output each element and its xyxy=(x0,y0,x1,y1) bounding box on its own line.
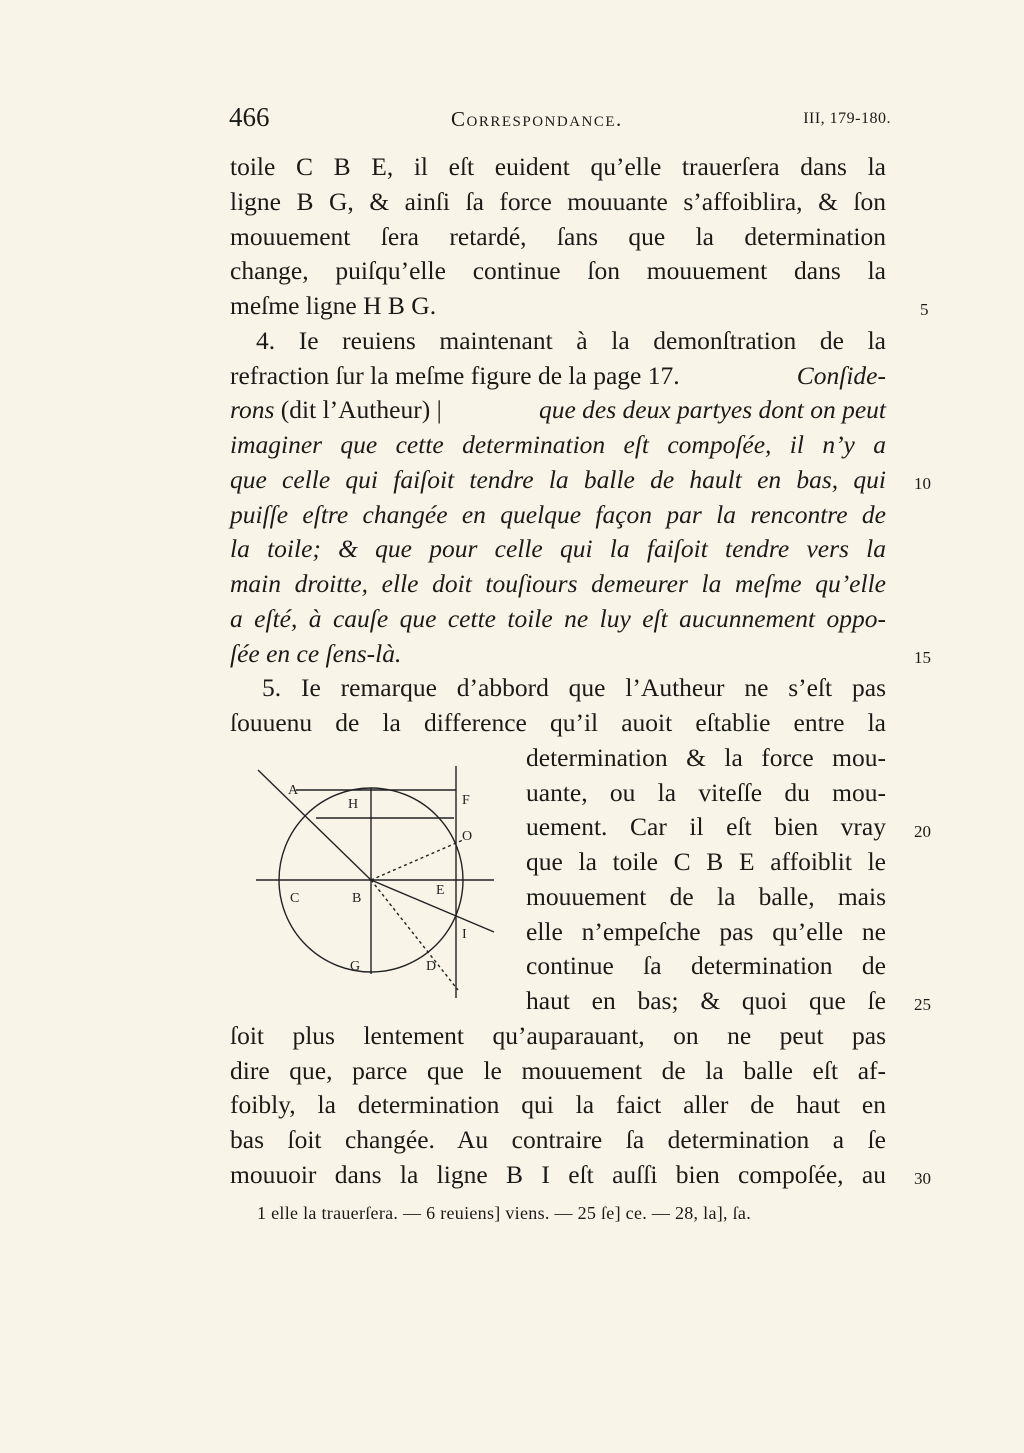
label-d: D xyxy=(426,959,437,974)
italic-span: rons xyxy=(230,395,275,424)
margin-line-number: 15 xyxy=(914,648,931,667)
text-line: ſée en ce ſens-là. xyxy=(230,639,402,668)
text-line: 5. Ie remarque d’abbord que l’Autheur ne s’eſt pas xyxy=(262,673,886,702)
text-line: meſme ligne H B G. xyxy=(230,291,437,320)
text-line: ſoit plus lentement qu’auparauant, on ne peut pas xyxy=(230,1021,886,1050)
label-o: O xyxy=(462,829,473,844)
text-line: que celle qui faiſoit tendre la balle de hault en bas, qui xyxy=(230,465,886,494)
label-a: A xyxy=(288,783,299,798)
margin-line-number: 20 xyxy=(914,822,931,841)
text-line: ſouuenu de la difference qu’il auoit eſtablie entre la xyxy=(230,708,886,737)
running-title: Correspondance. xyxy=(451,107,623,131)
refraction-diagram xyxy=(248,752,504,1010)
line-ab xyxy=(258,770,371,880)
line-bo-dotted xyxy=(371,840,463,880)
italic-span: que des deux partyes dont on peut xyxy=(538,395,886,424)
text-line: 4. Ie reuiens maintenant à la demonſtration de la xyxy=(256,326,886,355)
label-b: B xyxy=(352,891,362,906)
text-span: refraction ſur la meſme figure de la page 17. xyxy=(230,361,680,390)
text-line: main droitte, elle doit touſiours demeurer la meſme qu’elle xyxy=(230,569,886,598)
text-line: la toile; & que pour celle qui la faiſoit tendre vers la xyxy=(230,534,886,563)
text-line: haut en bas; & quoi que ſe xyxy=(526,986,886,1015)
text-line: change, puiſqu’elle continue ſon mouuement dans la xyxy=(230,256,886,285)
label-g: G xyxy=(350,959,361,974)
text-line: determination & la force mou- xyxy=(526,743,886,772)
italic-span: Conſide- xyxy=(796,361,886,390)
text-line: mouuement ſera retardé, ſans que la determination xyxy=(230,222,886,251)
text-line: uement. Car il eſt bien vray xyxy=(526,812,886,841)
text-line: bas ſoit changée. Au contraire ſa determination a ſe xyxy=(230,1125,886,1154)
label-h: H xyxy=(348,797,359,812)
text-line: puiſſe eſtre changée en quelque façon par la rencontre de xyxy=(230,500,886,529)
volume-reference: III, 179-180. xyxy=(803,110,891,127)
text-line: continue ſa determination de xyxy=(526,951,886,980)
margin-line-number: 10 xyxy=(914,474,931,493)
text-line: toile C B E, il eſt euident qu’elle trauerſera dans la xyxy=(230,152,886,181)
text-line: mouuement de la balle, mais xyxy=(526,882,886,911)
text-line: uante, ou la viteſſe du mou- xyxy=(526,778,886,807)
text-line: imaginer que cette determination eſt compoſée, il n’y a xyxy=(230,430,886,459)
margin-line-number: 5 xyxy=(920,300,929,319)
text-line: foibly, la determination qui la faict aller de haut en xyxy=(230,1090,886,1119)
label-c: C xyxy=(290,891,300,906)
label-f: F xyxy=(462,793,470,808)
text-line: dire que, parce que le mouuement de la balle eſt af- xyxy=(230,1056,886,1085)
text-line xyxy=(230,393,886,427)
text-line: a eſté, à cauſe que cette toile ne luy eſt aucunnement oppo- xyxy=(230,604,886,633)
text-span: (dit l’Autheur) | xyxy=(280,395,442,424)
label-e: E xyxy=(436,883,445,898)
label-i: I xyxy=(462,927,467,942)
running-header xyxy=(229,102,891,138)
text-line: mouuoir dans la ligne B I eſt auſſi bien compoſée, au xyxy=(230,1160,886,1189)
line-bi xyxy=(371,880,494,932)
text-line: ligne B G, & ainſi ſa force mouuante s’affoiblira, & ſon xyxy=(230,187,886,216)
margin-line-number: 30 xyxy=(914,1169,931,1188)
text-line: que la toile C B E affoiblit le xyxy=(526,847,886,876)
footnote: 1 elle la trauerſera. — 6 reuiens] viens. — 25 ſe] ce. — 28, la], ſa. xyxy=(257,1203,752,1223)
page-number: 466 xyxy=(229,102,270,132)
margin-line-number: 25 xyxy=(914,995,931,1014)
text-line xyxy=(230,359,886,393)
text-line: elle n’empeſche pas qu’elle ne xyxy=(526,917,886,946)
